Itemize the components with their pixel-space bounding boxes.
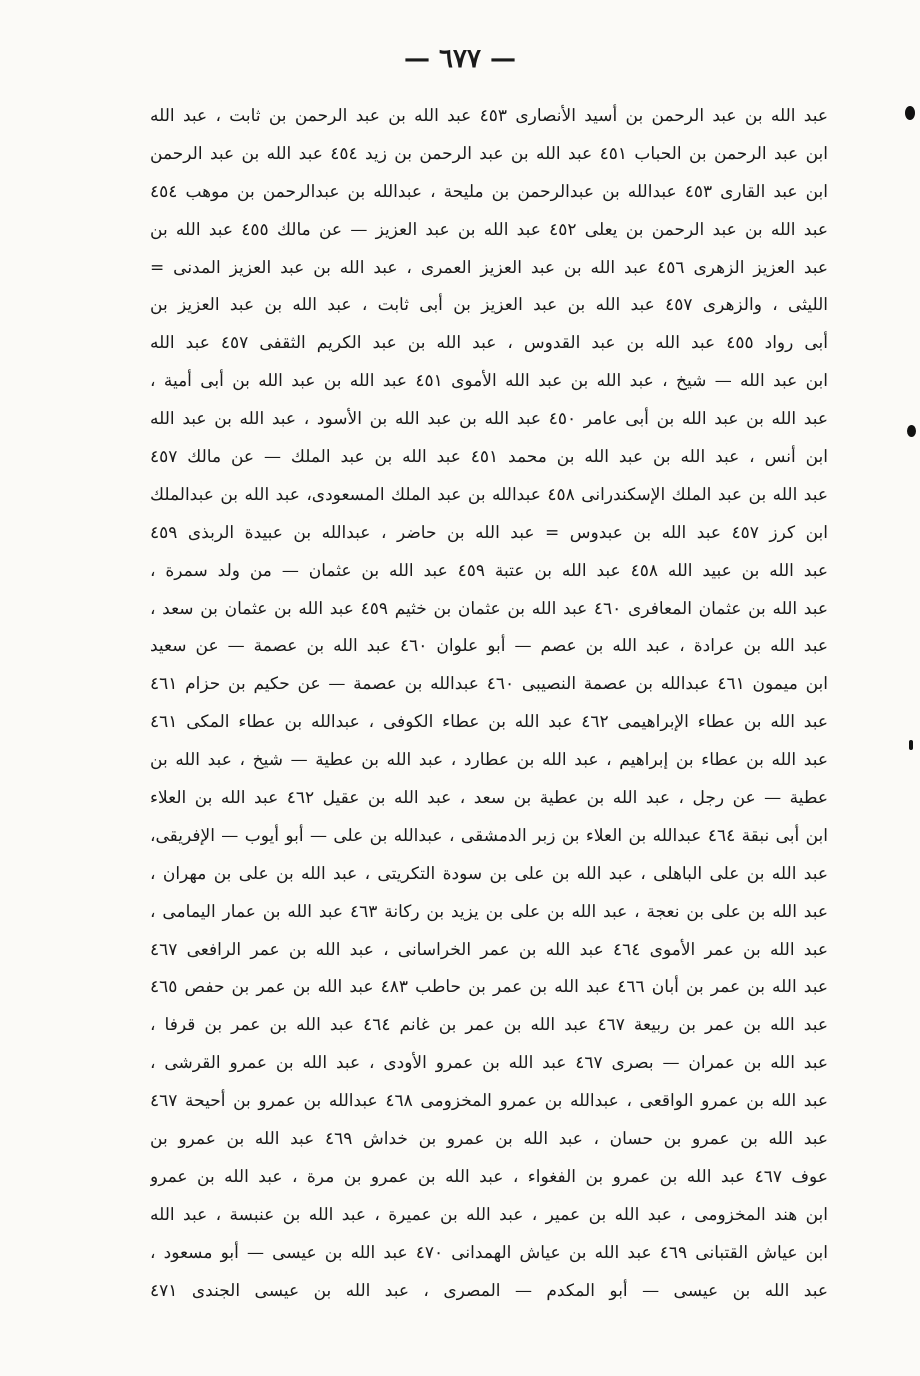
text-line: ابن عبد الله — شيخ ، عبد الله بن عبد الله الأموى ٤٥١ عبد الله بن عبد الله بن أبى أمية ، — [150, 371, 828, 392]
text-line: عبد الله بن عيسى — أبو المكدم — المصرى ، عبد الله بن عيسى الجندى ٤٧١ — [150, 1280, 828, 1301]
text-line: عبد الله بن عثمان المعافرى ٤٦٠ عبد الله بن عثمان بن خثيم ٤٥٩ عبد الله بن عثمان بن سعد ، — [150, 598, 828, 619]
text-line: ابن أبى نبقة ٤٦٤ عبدالله بن العلاء بن زبر الدمشقى ، عبدالله بن على — أبو أيوب — الإفريقى، — [150, 825, 828, 846]
margin-ink-mark — [907, 425, 916, 437]
text-line: عبد الله بن عبد الله بن أبى عامر ٤٥٠ عبد الله بن عبد الله بن الأسود ، عبد الله بن عبد الله — [150, 409, 828, 430]
text-line: عوف ٤٦٧ عبد الله بن عمرو بن الفغواء ، عبد الله بن عمرو بن مرة ، عبد الله بن عمرو — [150, 1166, 828, 1187]
text-line: عبد العزيز الزهرى ٤٥٦ عبد الله بن عبد العزيز العمرى ، عبد الله بن عبد العزيز المدنى = — [150, 257, 828, 278]
text-line: أبى رواد ٤٥٥ عبد الله بن عبد القدوس ، عبد الله بن عبد الكريم الثقفى ٤٥٧ عبد الله — [150, 333, 828, 354]
text-line: الليثى ، والزهرى ٤٥٧ عبد الله بن عبد العزيز بن أبى ثابت ، عبد الله بن عبد العزيز بن — [150, 295, 828, 316]
text-line: عبد الله بن عمر بن أبان ٤٦٦ عبد الله بن عمر بن حاطب ٤٨٣ عبد الله بن عمر بن حفص ٤٦٥ — [150, 977, 828, 998]
text-line: عبد الله بن عمرو بن حسان ، عبد الله بن عمرو بن خداش ٤٦٩ عبد الله بن عمرو بن — [150, 1129, 828, 1150]
text-line: ابن عياش القتبانى ٤٦٩ عبد الله بن عياش الهمدانى ٤٧٠ عبد الله بن عيسى — أبو مسعود ، — [150, 1242, 828, 1263]
text-line: عبد الله بن عبد الملك الإسكندرانى ٤٥٨ عبدالله بن عبد الملك المسعودى، عبد الله بن عبدالملك — [150, 484, 828, 505]
text-line: عبد الله بن عبد الرحمن بن أسيد الأنصارى ٤٥٣ عبد الله بن عبد الرحمن بن ثابت ، عبد الله — [150, 106, 828, 126]
text-line: عطية — عن رجل ، عبد الله بن عطية بن سعد ، عبد الله بن عقيل ٤٦٢ عبد الله بن العلاء — [150, 788, 828, 809]
text-line: عبد الله بن على الباهلى ، عبد الله بن على بن سودة التكريتى ، عبد الله بن على بن مهران ، — [150, 863, 828, 884]
index-text-block — [150, 98, 828, 1311]
text-line: عبد الله بن عبيد الله ٤٥٨ عبد الله بن عتبة ٤٥٩ عبد الله بن عثمان — من ولد سمرة ، — [150, 560, 828, 581]
text-line: عبد الله بن عبد الرحمن بن يعلى ٤٥٢ عبد الله بن عبد العزيز — عن مالك ٤٥٥ عبد الله بن — [150, 219, 828, 240]
text-line: عبد الله بن عمران — بصرى ٤٦٧ عبد الله بن عمرو الأودى ، عبد الله بن عمرو القرشى ، — [150, 1053, 828, 1074]
text-line: ابن أنس ، عبد الله بن عبد الله بن محمد ٤٥١ عبد الله بن عبد الملك — عن مالك ٤٥٧ — [150, 447, 828, 468]
text-line: عبد الله بن عمر الأموى ٤٦٤ عبد الله بن عمر الخراسانى ، عبد الله بن عمر الرافعى ٤٦٧ — [150, 939, 828, 960]
text-line: عبد الله بن عطاء الإبراهيمى ٤٦٢ عبد الله بن عطاء الكوفى ، عبدالله بن عطاء المكى ٤٦١ — [150, 712, 828, 733]
text-line: ابن عبد الرحمن بن الحباب ٤٥١ عبد الله بن عبد الرحمن بن زيد ٤٥٤ عبد الله بن عبد الرحمن — [150, 143, 828, 164]
text-line: عبد الله بن عرادة ، عبد الله بن عصم — أبو علوان ٤٦٠ عبد الله بن عصمة — عن سعيد — [150, 636, 828, 657]
text-line: ابن ميمون ٤٦١ عبدالله بن عصمة النصيبى ٤٦٠ عبدالله بن عصمة — عن حكيم بن حزام ٤٦١ — [150, 674, 828, 695]
text-line: ابن عبد القارى ٤٥٣ عبدالله بن عبدالرحمن بن مليحة ، عبدالله بن عبدالرحمن بن موهب ٤٥٤ — [150, 181, 828, 202]
text-line: ابن كرز ٤٥٧ عبد الله بن عبدوس = عبد الله بن حاضر ، عبدالله بن عبيدة الربذى ٤٥٩ — [150, 522, 828, 543]
margin-ink-mark — [909, 740, 913, 750]
page-number: — ٦٧٧ — — [403, 44, 517, 74]
text-line: عبد الله بن عمر بن ربيعة ٤٦٧ عبد الله بن عمر بن غانم ٤٦٤ عبد الله بن عمر بن قرفا ، — [150, 1015, 828, 1036]
text-line: عبد الله بن عطاء بن إبراهيم ، عبد الله بن عطارد ، عبد الله بن عطية — شيخ ، عبد الله بن — [150, 750, 828, 771]
text-line: عبد الله بن عمرو الواقعى ، عبدالله بن عمرو المخزومى ٤٦٨ عبدالله بن عمرو بن أحيحة ٤٦٧ — [150, 1091, 828, 1112]
text-line: عبد الله بن على بن نعجة ، عبد الله بن على بن يزيد بن ركانة ٤٦٣ عبد الله بن عمار اليمامى ، — [150, 901, 828, 922]
margin-ink-mark — [905, 106, 915, 120]
text-line: ابن هند المخزومى ، عبد الله بن عمير ، عبد الله بن عميرة ، عبد الله بن عنبسة ، عبد الله — [150, 1204, 828, 1225]
